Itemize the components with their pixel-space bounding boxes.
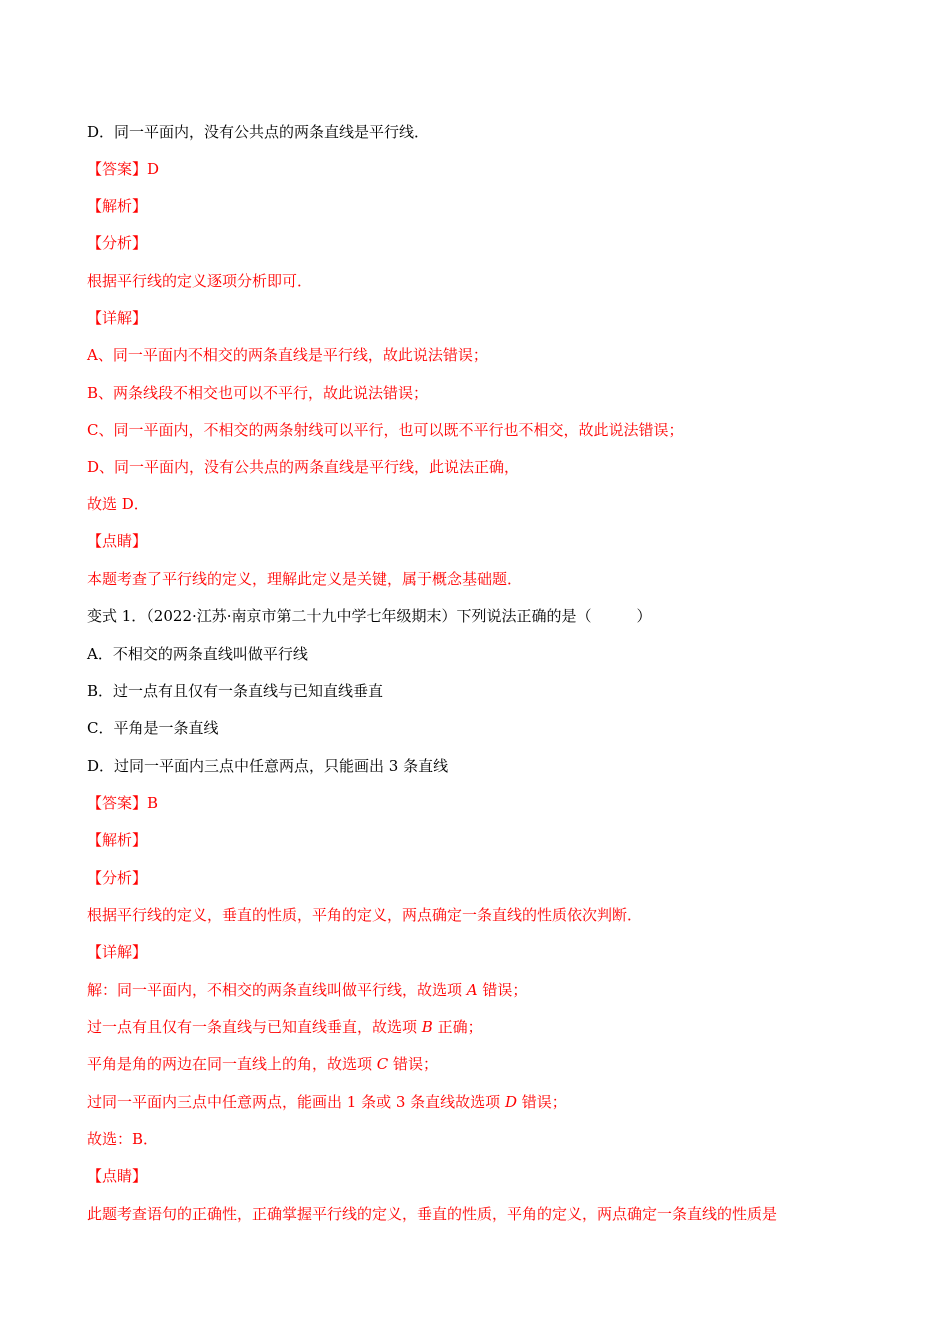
prev-option-d: D．同一平面内，没有公共点的两条直线是平行线．: [87, 123, 430, 141]
prev-detail-c: C、同一平面内，不相交的两条射线可以平行，也可以既不平行也不相交，故此说法错误；: [87, 421, 684, 439]
detail-text: 解：同一平面内，不相交的两条直线叫做平行线，故选项: [87, 981, 467, 999]
var1-detail-3: [87, 1054, 438, 1074]
detail-text: 过一点有且仅有一条直线与已知直线垂直，故选项: [87, 1018, 422, 1036]
prev-dianjing-text: 本题考查了平行线的定义，理解此定义是关键，属于概念基础题．: [87, 570, 523, 588]
prev-choose: 故选 D．: [87, 495, 149, 513]
option-letter: A: [466, 981, 478, 999]
prev-detail-d: D、同一平面内，没有公共点的两条直线是平行线，此说法正确，: [87, 458, 520, 476]
prev-answer-label: 【答案】D: [87, 160, 160, 178]
option-letter: D: [504, 1093, 517, 1111]
detail-text: 错误；: [516, 1093, 567, 1111]
var1-fenxi-label: 【分析】: [87, 869, 148, 887]
option-letter: B: [421, 1018, 433, 1036]
prev-fenxi-label: 【分析】: [87, 234, 148, 252]
var1-answer-label: 【答案】B: [87, 794, 159, 812]
prev-fenxi-text: 根据平行线的定义逐项分析即可．: [87, 272, 313, 290]
var1-fenxi-text: 根据平行线的定义，垂直的性质，平角的定义，两点确定一条直线的性质依次判断．: [87, 906, 643, 924]
detail-text: 正确；: [432, 1018, 483, 1036]
var1-option-b: B．过一点有且仅有一条直线与已知直线垂直: [87, 682, 384, 700]
detail-text: 平角是角的两边在同一直线上的角，故选项: [87, 1055, 377, 1073]
option-letter: C: [376, 1055, 389, 1073]
prev-jiexi-label: 【解析】: [87, 197, 148, 215]
prev-detail-a: A、同一平面内不相交的两条直线是平行线，故此说法错误；: [87, 346, 488, 364]
var1-detail-1: [87, 980, 527, 1000]
detail-text: 过同一平面内三点中任意两点，能画出 1 条或 3 条直线故选项: [87, 1093, 505, 1111]
prev-detail-b: B、两条线段不相交也可以不平行，故此说法错误；: [87, 384, 429, 402]
detail-text: 错误；: [477, 981, 528, 999]
var1-option-a: A．不相交的两条直线叫做平行线: [87, 645, 308, 663]
var1-option-d: D．过同一平面内三点中任意两点，只能画出 3 条直线: [87, 757, 449, 775]
var1-xiangjie-label: 【详解】: [87, 943, 148, 961]
prev-xiangjie-label: 【详解】: [87, 309, 148, 327]
detail-text: 错误；: [388, 1055, 439, 1073]
var1-detail-2: [87, 1017, 483, 1037]
var1-detail-4: [87, 1092, 567, 1112]
var1-stem: 变式 1．（2022·江苏·南京市第二十九中学七年级期末）下列说法正确的是（ ）: [87, 607, 652, 625]
var1-dianjing-text: 此题考查语句的正确性，正确掌握平行线的定义，垂直的性质，平角的定义，两点确定一条直线的性质是: [87, 1205, 778, 1223]
var1-option-c: C．平角是一条直线: [87, 719, 219, 737]
var1-jiexi-label: 【解析】: [87, 831, 148, 849]
var1-dianjing-label: 【点睛】: [87, 1167, 148, 1185]
prev-dianjing-label: 【点睛】: [87, 532, 148, 550]
var1-choose: 故选：B．: [87, 1130, 159, 1148]
